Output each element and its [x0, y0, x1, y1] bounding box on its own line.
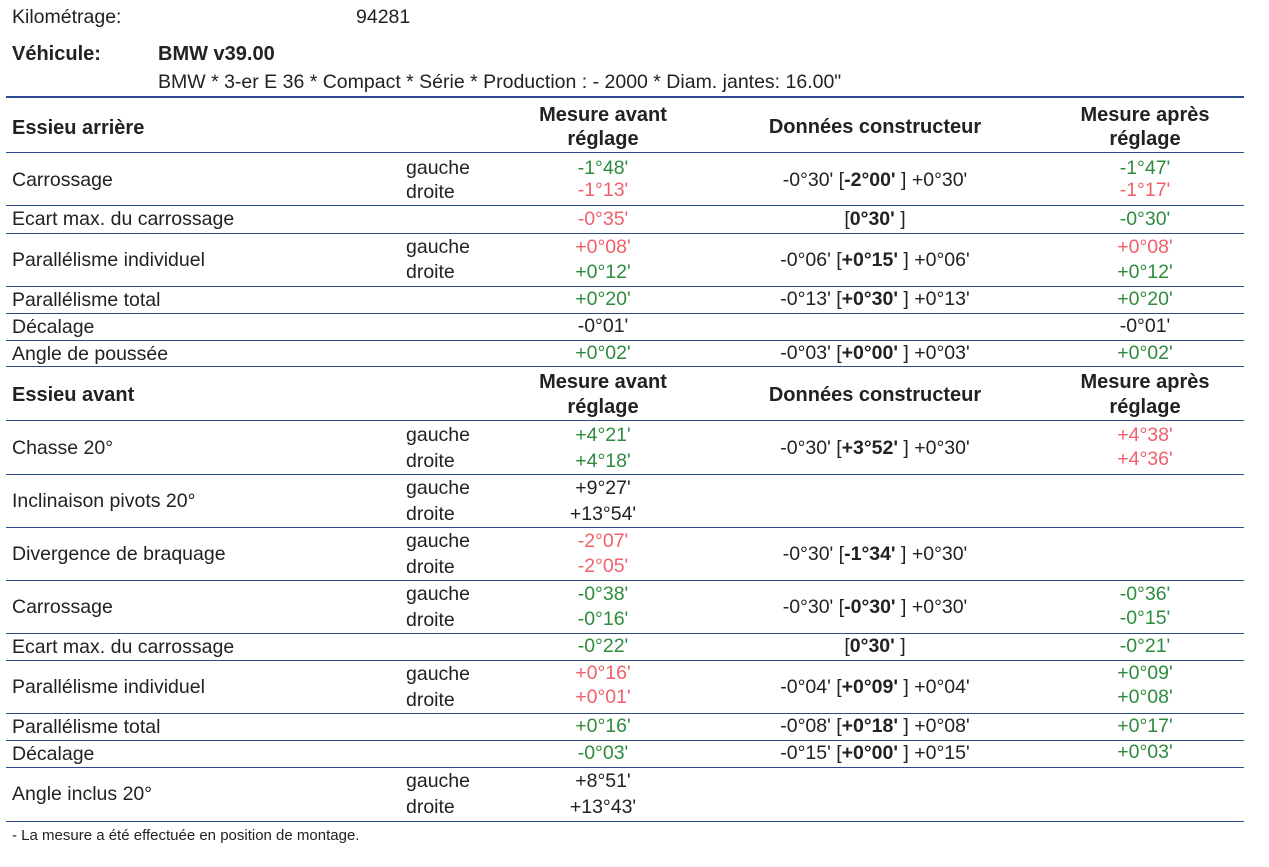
spec-nominal: +0°18' [841, 715, 899, 737]
row-label: Ecart max. du carrossage [12, 636, 235, 658]
rule [6, 286, 1244, 287]
col-header-before-2: réglage [567, 396, 639, 418]
col-header-spec: Données constructeur [768, 384, 982, 406]
value-after: +0°02' [1117, 342, 1173, 364]
value-before: +13°54' [569, 503, 637, 525]
spec-max: ] +0°30' [898, 437, 970, 459]
spec-value [695, 208, 1055, 231]
rule [6, 420, 1244, 421]
spec-value [695, 742, 1055, 765]
row-label: Ecart max. du carrossage [12, 208, 235, 230]
spec-nominal: -0°30' [844, 596, 896, 618]
value-after: -0°36' [1119, 583, 1171, 605]
spec-value [695, 635, 1055, 658]
spec-nominal: +0°15' [841, 249, 899, 271]
spec-nominal: +0°30' [841, 288, 899, 310]
side-left: gauche [406, 236, 470, 258]
value-before: +0°12' [575, 261, 631, 283]
spec-value [695, 596, 1055, 619]
row-label: Chasse 20° [12, 437, 114, 459]
value-before: +0°16' [575, 662, 631, 684]
spec-value [695, 342, 1055, 365]
spec-min: -0°13' [ [780, 288, 842, 310]
rule [6, 152, 1244, 153]
value-before: -1°13' [577, 179, 629, 201]
spec-nominal: -1°34' [844, 543, 896, 565]
value-before: -0°03' [577, 742, 629, 764]
row-label: Parallélisme total [12, 716, 161, 738]
spec-value [695, 249, 1055, 272]
value-before: +0°02' [575, 342, 631, 364]
row-label: Décalage [12, 743, 95, 765]
side-left: gauche [406, 583, 470, 605]
spec-max: ] +0°30' [895, 543, 968, 565]
col-header-before-2: réglage [567, 128, 639, 150]
spec-value [695, 437, 1055, 460]
value-after: +0°08' [1117, 686, 1173, 708]
spec-nominal: +0°09' [841, 676, 899, 698]
spec-min: -0°30' [ [780, 437, 842, 459]
col-header-before: Mesure avant [539, 104, 667, 126]
value-before: +8°51' [575, 770, 631, 792]
side-right: droite [406, 796, 455, 818]
value-after: +0°17' [1117, 715, 1173, 737]
side-left: gauche [406, 530, 470, 552]
rule [6, 205, 1244, 206]
side-right: droite [406, 261, 455, 283]
value-before: -0°01' [577, 315, 629, 337]
spec-min: -0°08' [ [780, 715, 842, 737]
value-before: +4°18' [575, 450, 631, 472]
value-before: +0°01' [575, 686, 631, 708]
value-after: +4°36' [1117, 448, 1173, 470]
side-left: gauche [406, 663, 470, 685]
rule [6, 366, 1244, 367]
spec-nominal: +0°00' [841, 342, 899, 364]
spec-value [695, 676, 1055, 699]
col-header-after-2: réglage [1109, 128, 1181, 150]
footnote: - La mesure a été effectuée en position de montage. [12, 827, 360, 844]
side-right: droite [406, 689, 455, 711]
spec-min: [ [844, 208, 850, 230]
spec-nominal: -2°00' [844, 169, 896, 191]
value-before: -1°48' [577, 157, 629, 179]
section-title-front: Essieu avant [12, 384, 135, 406]
rule [6, 96, 1244, 98]
rule [6, 713, 1244, 714]
spec-value [695, 288, 1055, 311]
vehicle-label: Véhicule: [12, 43, 101, 65]
spec-min: -0°06' [ [780, 249, 842, 271]
col-header-after: Mesure après [1080, 104, 1210, 126]
spec-max: ] [894, 635, 906, 657]
rule [6, 474, 1244, 475]
rule [6, 767, 1244, 768]
rule [6, 527, 1244, 528]
spec-max: ] +0°06' [898, 249, 970, 271]
spec-value [695, 715, 1055, 738]
rule [6, 580, 1244, 581]
mileage-value: 94281 [356, 6, 411, 28]
spec-min: -0°04' [ [780, 676, 842, 698]
value-before: +0°08' [575, 236, 631, 258]
spec-min: -0°30' [ [782, 169, 845, 191]
value-before: -2°07' [577, 530, 629, 552]
spec-min: -0°15' [ [780, 742, 842, 764]
spec-nominal: +3°52' [841, 437, 899, 459]
spec-value [695, 543, 1055, 566]
value-after: +0°12' [1117, 261, 1173, 283]
value-after: +0°20' [1117, 288, 1173, 310]
spec-min: -0°30' [ [782, 543, 845, 565]
value-before: +0°20' [575, 288, 631, 310]
value-after: -0°30' [1119, 208, 1171, 230]
row-label: Divergence de braquage [12, 543, 226, 565]
spec-value [695, 169, 1055, 192]
mileage-label: Kilométrage: [12, 6, 122, 28]
spec-max: ] +0°03' [898, 342, 970, 364]
row-label: Parallélisme total [12, 289, 161, 311]
side-right: droite [406, 609, 455, 631]
value-before: -0°16' [577, 608, 629, 630]
side-right: droite [406, 450, 455, 472]
rule [6, 660, 1244, 661]
value-before: -2°05' [577, 555, 629, 577]
value-before: -0°22' [577, 635, 629, 657]
value-after: -0°15' [1119, 607, 1171, 629]
col-header-after: Mesure après [1080, 371, 1210, 393]
value-before: -0°35' [577, 208, 629, 230]
rule [6, 313, 1244, 314]
value-before: -0°38' [577, 583, 629, 605]
side-left: gauche [406, 770, 470, 792]
side-right: droite [406, 181, 455, 203]
value-before: +4°21' [575, 424, 631, 446]
col-header-before: Mesure avant [539, 371, 667, 393]
value-before: +9°27' [575, 477, 631, 499]
col-header-after-2: réglage [1109, 396, 1181, 418]
side-left: gauche [406, 477, 470, 499]
rule [6, 340, 1244, 341]
rule [6, 633, 1244, 634]
spec-max: ] +0°30' [895, 169, 968, 191]
spec-min: -0°03' [ [780, 342, 842, 364]
row-label: Parallélisme individuel [12, 249, 205, 271]
value-after: -0°01' [1119, 315, 1171, 337]
value-after: -1°17' [1119, 179, 1171, 201]
row-label: Décalage [12, 316, 95, 338]
side-right: droite [406, 503, 455, 525]
rule [6, 233, 1244, 234]
spec-min: [ [844, 635, 850, 657]
rule [6, 821, 1244, 822]
value-after: +0°09' [1117, 662, 1173, 684]
value-before: +0°16' [575, 715, 631, 737]
row-label: Inclinaison pivots 20° [12, 490, 196, 512]
value-after: -0°21' [1119, 635, 1171, 657]
spec-max: ] +0°08' [898, 715, 970, 737]
spec-max: ] [894, 208, 906, 230]
section-title-rear: Essieu arrière [12, 117, 145, 139]
row-label: Carrossage [12, 169, 113, 191]
value-after: -1°47' [1119, 157, 1171, 179]
spec-max: ] +0°13' [898, 288, 970, 310]
row-label: Angle de poussée [12, 343, 169, 365]
value-after: +0°03' [1117, 741, 1173, 763]
spec-min: -0°30' [ [782, 596, 845, 618]
value-after: +4°38' [1117, 424, 1173, 446]
side-right: droite [406, 556, 455, 578]
row-label: Carrossage [12, 596, 113, 618]
vehicle-name: BMW v39.00 [158, 43, 275, 65]
row-label: Angle inclus 20° [12, 783, 153, 805]
spec-nominal: 0°30' [849, 208, 895, 230]
spec-max: ] +0°04' [898, 676, 970, 698]
col-header-spec: Données constructeur [768, 116, 982, 138]
value-before: +13°43' [569, 796, 637, 818]
spec-max: ] +0°30' [895, 596, 968, 618]
row-label: Parallélisme individuel [12, 676, 205, 698]
vehicle-description: BMW * 3-er E 36 * Compact * Série * Production : - 2000 * Diam. jantes: 16.00" [158, 71, 842, 93]
spec-nominal: 0°30' [849, 635, 895, 657]
side-left: gauche [406, 157, 470, 179]
value-after: +0°08' [1117, 236, 1173, 258]
side-left: gauche [406, 424, 470, 446]
spec-nominal: +0°00' [841, 742, 899, 764]
spec-max: ] +0°15' [898, 742, 970, 764]
